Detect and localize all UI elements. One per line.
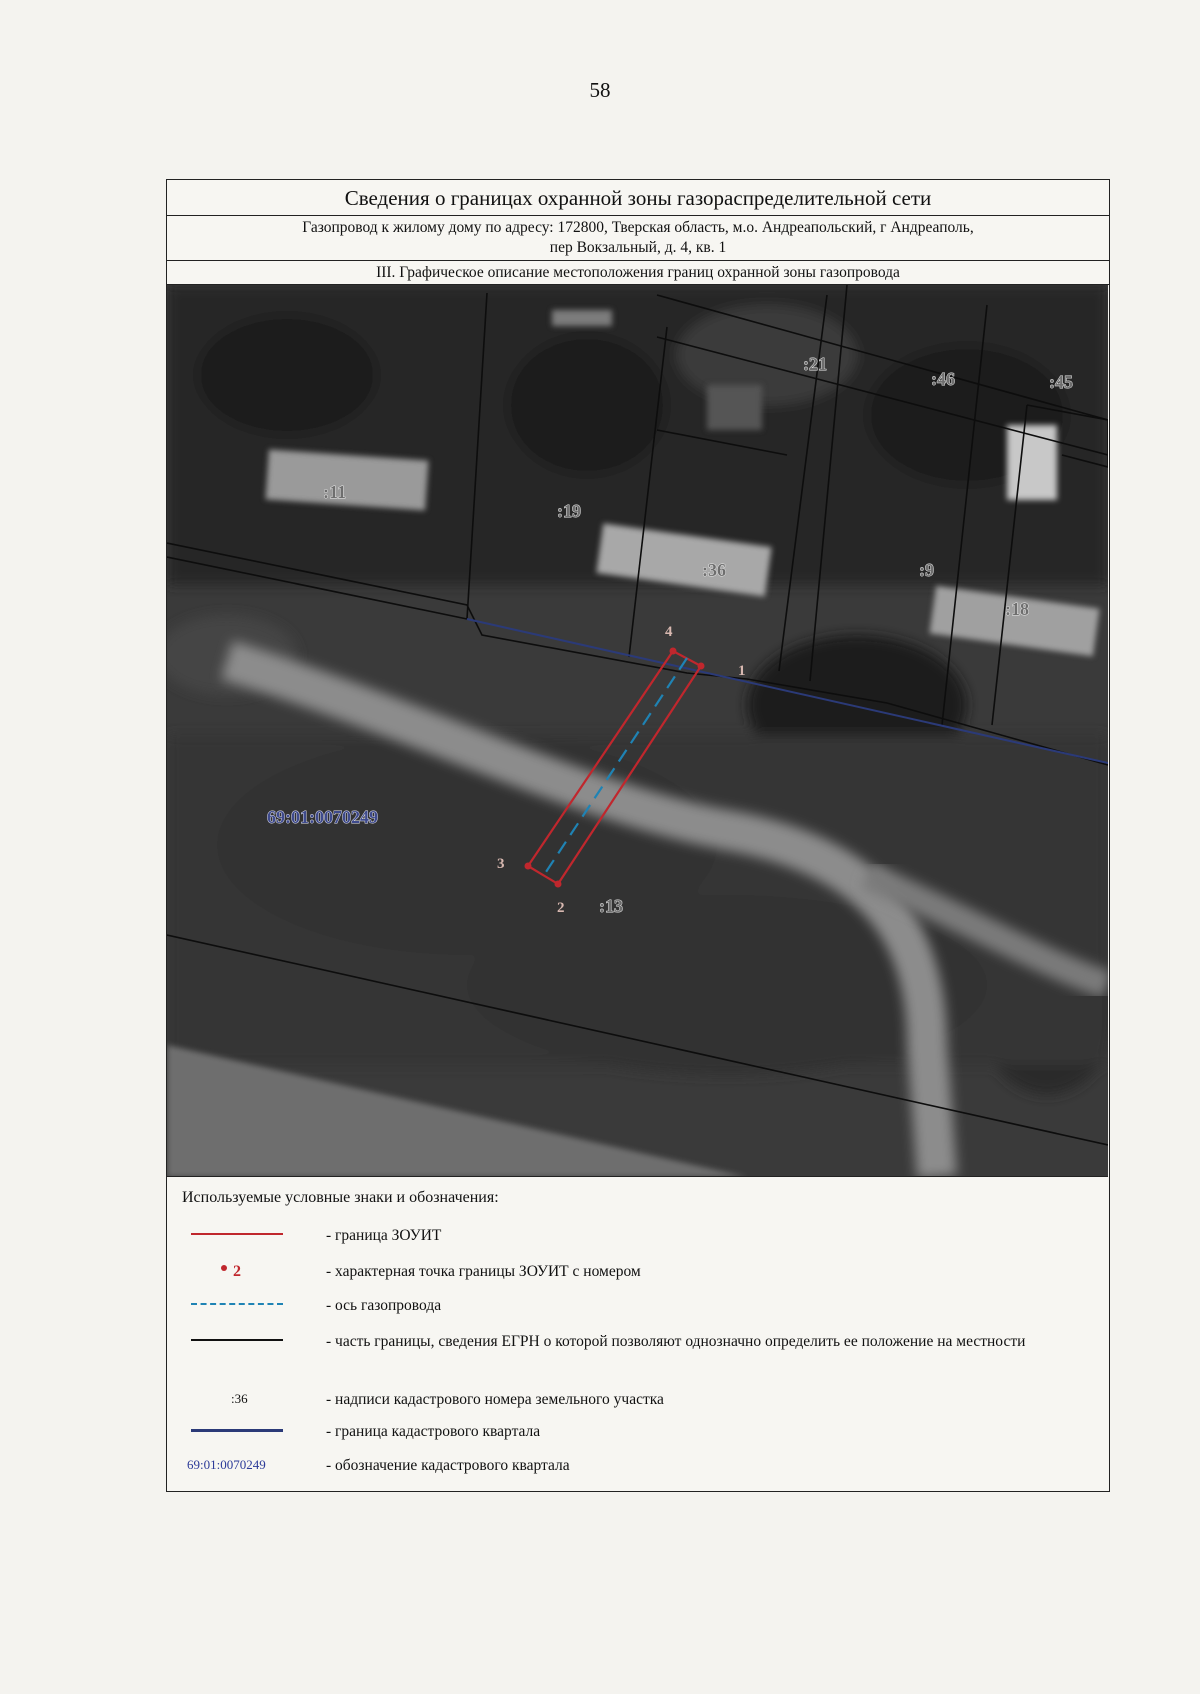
legend-item-gas-axis: - ось газопровода [167,1291,1109,1321]
legend-item-zone-boundary: - граница ЗОУИТ [167,1221,1109,1251]
zone-point-1 [698,663,705,670]
point-label-4: 4 [665,624,673,640]
point-label-3: 3 [497,856,505,872]
legend-symbol-red-line [181,1221,301,1249]
plot-label-11: :11 [323,482,347,502]
legend-item-egrn-boundary: - часть границы, сведения ЕГРН о которой позволяют однозначно определить ее положение на местности [167,1327,1109,1379]
plot-label-13: :13 [599,896,623,916]
legend-symbol-black-line [181,1327,301,1355]
legend-title: Используемые условные знаки и обозначения: [182,1189,499,1206]
zone-point-3 [525,863,532,870]
zone-point-4 [670,648,677,655]
plot-label-18: :18 [1005,599,1029,619]
map-canvas [167,285,1108,1177]
plot-label-9: :9 [919,560,934,580]
point-label-2: 2 [557,900,565,916]
legend-item-quarter-boundary: - граница кадастрового квартала [167,1417,1109,1447]
plot-label-19: :19 [557,501,581,521]
legend-item-quarter-label: 69:01:0070249 - обозначение кадастрового квартала [167,1451,1109,1481]
plot-label-36: :36 [702,560,726,580]
legend-item-zone-point: 2 - характерная точка границы ЗОУИТ с номером [167,1257,1109,1287]
legend [167,1177,1109,1491]
document-title: Сведения о границах охранной зоны газораспределительной сети [167,180,1109,216]
satellite-map [167,285,1108,1177]
plot-label-45: :45 [1049,372,1073,392]
legend-symbol-navy-line [181,1417,301,1445]
zone-point-2 [555,881,562,888]
plot-label-46: :46 [931,369,955,389]
plot-label-21: :21 [803,354,827,374]
address-line-2: пер Вокзальный, д. 4, кв. 1 [549,239,727,256]
section-heading: III. Графическое описание местоположения границ охранной зоны газопровода [167,261,1109,285]
point-label-1: 1 [738,663,746,679]
object-address [167,216,1109,261]
address-line-1: Газопровод к жилому дому по адресу: 172800, Тверская область, м.о. Андреапольский, г Андреаполь, [302,219,974,236]
legend-symbol-blue-dash [181,1291,301,1319]
legend-symbol-red-point: 2 [181,1257,301,1285]
legend-item-plot-number: :36 - надписи кадастрового номера земельного участка [167,1385,1109,1415]
legend-symbol-quarter-text: 69:01:0070249 [187,1457,266,1472]
page-number: 58 [589,78,611,102]
document-frame [166,179,1110,1492]
legend-symbol-plot-text: :36 [231,1391,248,1406]
quarter-label: 69:01:0070249 [267,807,378,827]
